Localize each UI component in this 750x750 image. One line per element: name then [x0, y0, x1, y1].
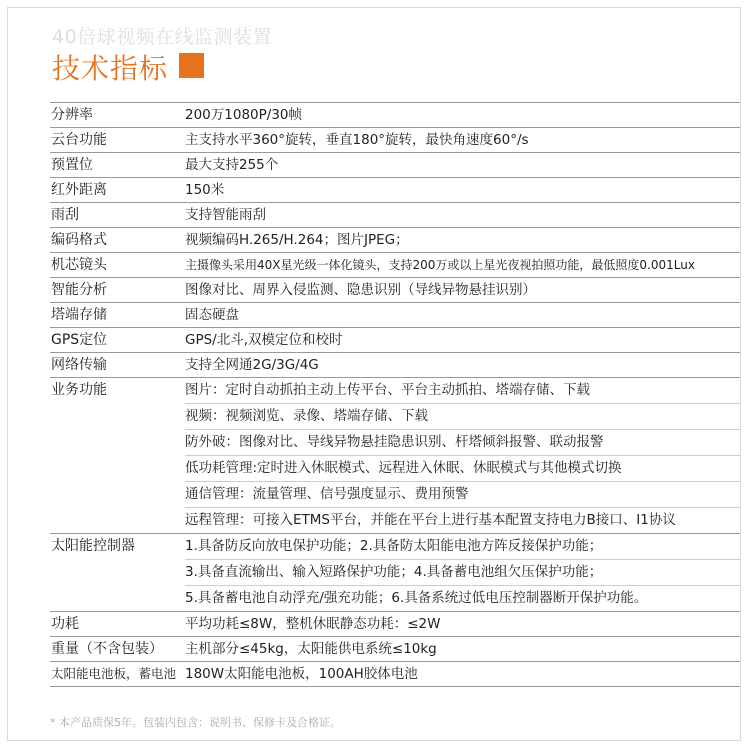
spec-value: 主机部分≤45kg，太阳能供电系统≤10kg [185, 641, 437, 657]
spec-label: 编码格式 [51, 232, 107, 248]
spec-row-solar-controller [50, 534, 740, 612]
spec-label: 太阳能控制器 [51, 538, 135, 554]
warranty-footnote: * 本产品质保5年。包装内包含：说明书、保修卡及合格证。 [50, 716, 341, 729]
spec-label: GPS定位 [51, 332, 108, 348]
business-line: 远程管理：可接入ETMS平台，并能在平台上进行基本配置支持电力B接口、I1协议 [185, 507, 740, 533]
spec-value-multiline [182, 378, 740, 533]
spec-row-storage [50, 303, 740, 328]
spec-row-resolution [50, 102, 740, 128]
spec-row-network [50, 353, 740, 378]
spec-row-business [50, 378, 740, 534]
spec-label: 功耗 [51, 616, 79, 632]
business-line: 防外破：图像对比、导线异物悬挂隐患识别、杆塔倾斜报警、联动报警 [185, 429, 740, 455]
spec-row-battery [50, 662, 740, 687]
business-line: 图片：定时自动抓拍主动上传平台、平台主动抓拍、塔端存储、下载 [185, 382, 590, 398]
spec-value: 200万1080P/30帧 [185, 107, 302, 123]
spec-row-encoding [50, 228, 740, 253]
spec-label: 云台功能 [51, 132, 107, 148]
spec-value: 视频编码H.265/H.264；图片JPEG； [185, 232, 409, 248]
spec-row-ptz [50, 128, 740, 153]
solar-controller-line: 3.具备直流输出、输入短路保护功能；4.具备蓄电池组欠压保护功能； [185, 559, 740, 585]
spec-value: 图像对比、周界入侵监测、隐患识别（导线异物悬挂识别） [185, 282, 536, 298]
solar-controller-line: 5.具备蓄电池自动浮充/强充功能；6.具备系统过低电压控制器断开保护功能。 [185, 585, 740, 611]
spec-value: 支持智能雨刮 [185, 207, 266, 223]
spec-value: 主摄像头采用40X星光级一体化镜头，支持200万或以上星光夜视拍照功能，最低照度0.001Lux [185, 258, 695, 272]
spec-label: 红外距离 [51, 182, 107, 198]
spec-value: 150米 [185, 182, 225, 198]
spec-table [50, 102, 740, 687]
spec-value: GPS/北斗,双模定位和校时 [185, 332, 343, 348]
spec-label: 预置位 [51, 157, 93, 173]
spec-row-preset [50, 153, 740, 178]
spec-row-analysis [50, 278, 740, 303]
spec-label: 业务功能 [51, 382, 107, 398]
title-accent-square [179, 53, 204, 78]
spec-label: 机芯镜头 [51, 257, 107, 273]
spec-row-infrared [50, 178, 740, 203]
spec-row-gps [50, 328, 740, 353]
spec-value: 平均功耗≤8W，整机休眠静态功耗：≤2W [185, 616, 441, 632]
spec-value: 固态硬盘 [185, 307, 239, 323]
spec-label: 雨刮 [51, 207, 79, 223]
section-title: 技术指标 [52, 52, 169, 85]
spec-label: 网络传输 [51, 357, 107, 373]
spec-label: 塔端存储 [51, 307, 107, 323]
solar-controller-line: 1.具备防反向放电保护功能；2.具备防太阳能电池方阵反接保护功能； [185, 538, 603, 554]
spec-row-lens [50, 253, 740, 278]
spec-row-weight [50, 637, 740, 662]
spec-value: 主支持水平360°旋转，垂直180°旋转，最快角速度60°/s [185, 132, 529, 148]
spec-value-multiline [182, 534, 740, 611]
spec-label: 智能分析 [51, 282, 107, 298]
spec-label: 太阳能电池板，蓄电池 [51, 666, 177, 681]
business-line: 低功耗管理:定时进入休眠模式、远程进入休眠、休眠模式与其他模式切换 [185, 455, 740, 481]
spec-label: 重量（不含包装） [51, 641, 163, 657]
spec-label: 分辨率 [51, 107, 93, 123]
business-line: 通信管理：流量管理、信号强度显示、费用预警 [185, 481, 740, 507]
spec-value: 最大支持255个 [185, 157, 279, 173]
business-line: 视频：视频浏览、录像、塔端存储、下载 [185, 403, 740, 429]
spec-value: 支持全网通2G/3G/4G [185, 357, 319, 373]
spec-row-power [50, 612, 740, 637]
product-subtitle: 40倍球视频在线监测装置 [52, 26, 273, 48]
spec-row-wiper [50, 203, 740, 228]
spec-value: 180W太阳能电池板，100AH胶体电池 [185, 666, 418, 682]
